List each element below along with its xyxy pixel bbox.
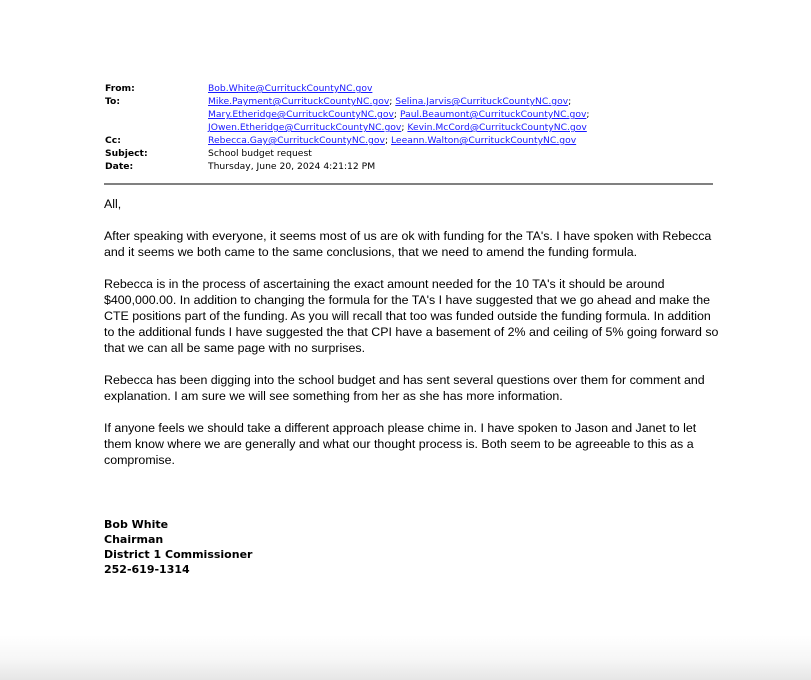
address-separator: ; [389, 96, 393, 107]
greeting: All, [104, 197, 122, 211]
cc-address-link[interactable]: Rebecca.Gay@CurrituckCountyNC.gov [208, 135, 385, 146]
address-separator: ; [586, 109, 590, 120]
date-value: Thursday, June 20, 2024 4:21:12 PM [208, 161, 376, 172]
to-address-link[interactable]: Kevin.McCord@CurrituckCountyNC.gov [407, 122, 587, 133]
body-paragraph: Rebecca has been digging into the school budget and has sent several questions over them for comment and explanation. I am sure we will see something from her as she has more information. [104, 373, 705, 403]
header-divider [104, 183, 713, 185]
body-paragraph: If anyone feels we should take a different approach please chime in. I have spoken to Jason and Janet to let them know where we are generally and what our thought process is. Both seem to be agreeable to this as a compromise. [104, 421, 697, 467]
to-address-link[interactable]: Mary.Etheridge@CurrituckCountyNC.gov [208, 109, 394, 120]
to-address-link[interactable]: JOwen.Etheridge@CurrituckCountyNC.gov [208, 122, 402, 133]
cc-row [105, 134, 628, 147]
from-label: From: [105, 83, 135, 94]
to-address-link[interactable]: Selina.Jarvis@CurrituckCountyNC.gov [395, 96, 569, 107]
to-row [105, 95, 628, 134]
date-row [105, 160, 628, 173]
page-bottom-shadow [0, 635, 811, 680]
email-header [105, 82, 628, 173]
address-separator: ; [384, 135, 389, 146]
body-paragraph: After speaking with everyone, it seems most of us are ok with funding for the TA's. I have spoken with Rebecca and it seems we both came to the same conclusions, that we need to amend the funding formula. [104, 229, 712, 259]
to-address-link[interactable]: Mike.Payment@CurrituckCountyNC.gov [208, 96, 390, 107]
signature-name: Bob White [104, 518, 169, 531]
cc-value [208, 134, 628, 147]
signature-title: Chairman [104, 533, 164, 546]
from-row [105, 82, 628, 95]
subject-label: Subject: [105, 148, 148, 159]
cc-address-link[interactable]: Leeann.Walton@CurrituckCountyNC.gov [390, 135, 577, 146]
date-label: Date: [105, 161, 134, 172]
cc-label: Cc: [105, 135, 121, 146]
to-label: To: [105, 96, 121, 107]
email-body [104, 196, 724, 484]
subject-row [105, 147, 628, 160]
from-address-link[interactable]: Bob.White@CurrituckCountyNC.gov [208, 83, 373, 94]
signature-phone: 252-619-1314 [104, 563, 190, 576]
from-value [208, 82, 628, 95]
address-separator: ; [401, 122, 405, 133]
subject-value: School budget request [208, 148, 312, 159]
address-separator: ; [393, 109, 398, 120]
signature-position: District 1 Commissioner [104, 548, 253, 561]
to-value [208, 95, 628, 134]
address-separator: ; [568, 96, 572, 107]
body-paragraph: Rebecca is in the process of ascertaining the exact amount needed for the 10 TA's it should be around $400,000.00. In addition to changing the formula for the TA's I have suggested that we go ahead and make the CTE positions part of the funding. As you will recall that too was funded outside the funding formula. In addition to the additional funds I have suggested the that CPI have a basement of 2% and ceiling of 5% going forward so that we can all be same page with no surprises. [104, 277, 719, 355]
email-signature [104, 517, 252, 577]
to-address-link[interactable]: Paul.Beaumont@CurrituckCountyNC.gov [399, 109, 587, 120]
